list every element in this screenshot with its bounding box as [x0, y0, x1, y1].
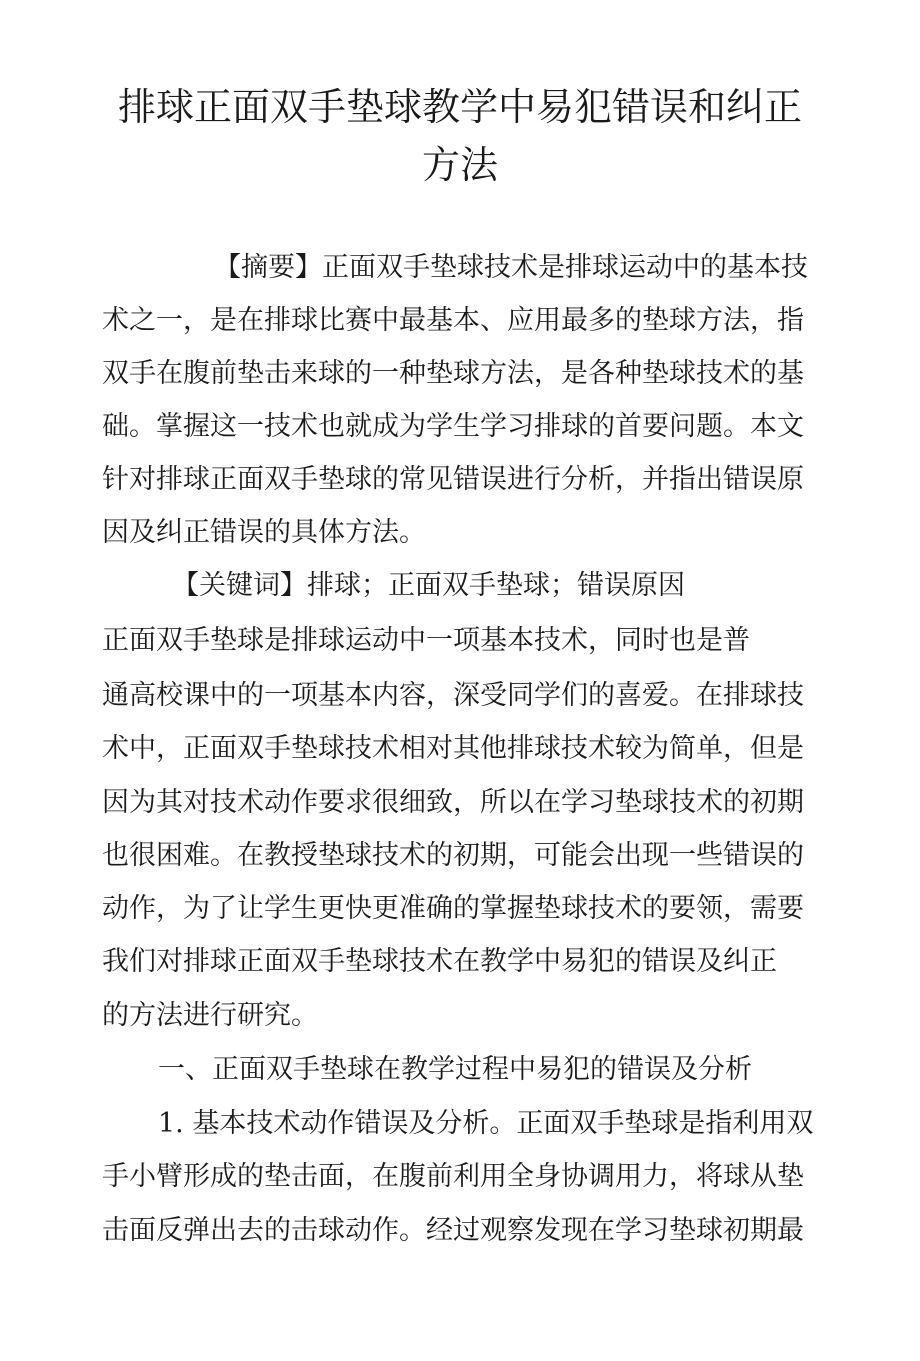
intro-line: 通高校课中的一项基本内容，深受同学们的喜爱。在排球技: [102, 680, 804, 711]
abstract-line: 术之一，是在排球比赛中最基本、应用最多的垫球方法，指: [102, 305, 804, 336]
section-heading: 一、正面双手垫球在教学过程中易犯的错误及分析: [158, 1054, 752, 1085]
page-title: [110, 78, 810, 194]
intro-line: 术中，正面双手垫球技术相对其他排球技术较为简单，但是: [102, 733, 804, 764]
section-line: 击面反弹出去的击球动作。经过观察发现在学习垫球初期最: [102, 1215, 804, 1246]
abstract-line: 双手在腹前垫击来球的一种垫球方法，是各种垫球技术的基: [102, 358, 804, 389]
intro-line: 动作，为了让学生更快更准确的掌握垫球技术的要领，需要: [102, 893, 804, 924]
intro-line: 因为其对技术动作要求很细致，所以在学习垫球技术的初期: [102, 787, 804, 818]
section-line: 1. 基本技术动作错误及分析。正面双手垫球是指利用双: [158, 1108, 814, 1139]
intro-line: 正面双手垫球是排球运动中一项基本技术，同时也是普: [102, 625, 750, 656]
abstract-line: 因及纠正错误的具体方法。: [102, 517, 426, 548]
abstract-line: 针对排球正面双手垫球的常见错误进行分析，并指出错误原: [102, 464, 804, 495]
title-line-1: 排球正面双手垫球教学中易犯错误和纠正: [117, 85, 802, 129]
keywords-line: 【关键词】排球；正面双手垫球；错误原因: [172, 570, 685, 601]
intro-line: 的方法进行研究。: [102, 1000, 318, 1031]
intro-line: 我们对排球正面双手垫球技术在教学中易犯的错误及纠正: [102, 946, 777, 977]
abstract-line: 础。掌握这一技术也就成为学生学习排球的首要问题。本文: [102, 411, 804, 442]
abstract-line: 【摘要】正面双手垫球技术是排球运动中的基本技: [214, 252, 808, 283]
title-line-2: 方法: [421, 143, 498, 187]
section-line: 手小臂形成的垫击面，在腹前利用全身协调用力，将球从垫: [102, 1161, 804, 1192]
intro-line: 也很困难。在教授垫球技术的初期，可能会出现一些错误的: [102, 840, 804, 871]
